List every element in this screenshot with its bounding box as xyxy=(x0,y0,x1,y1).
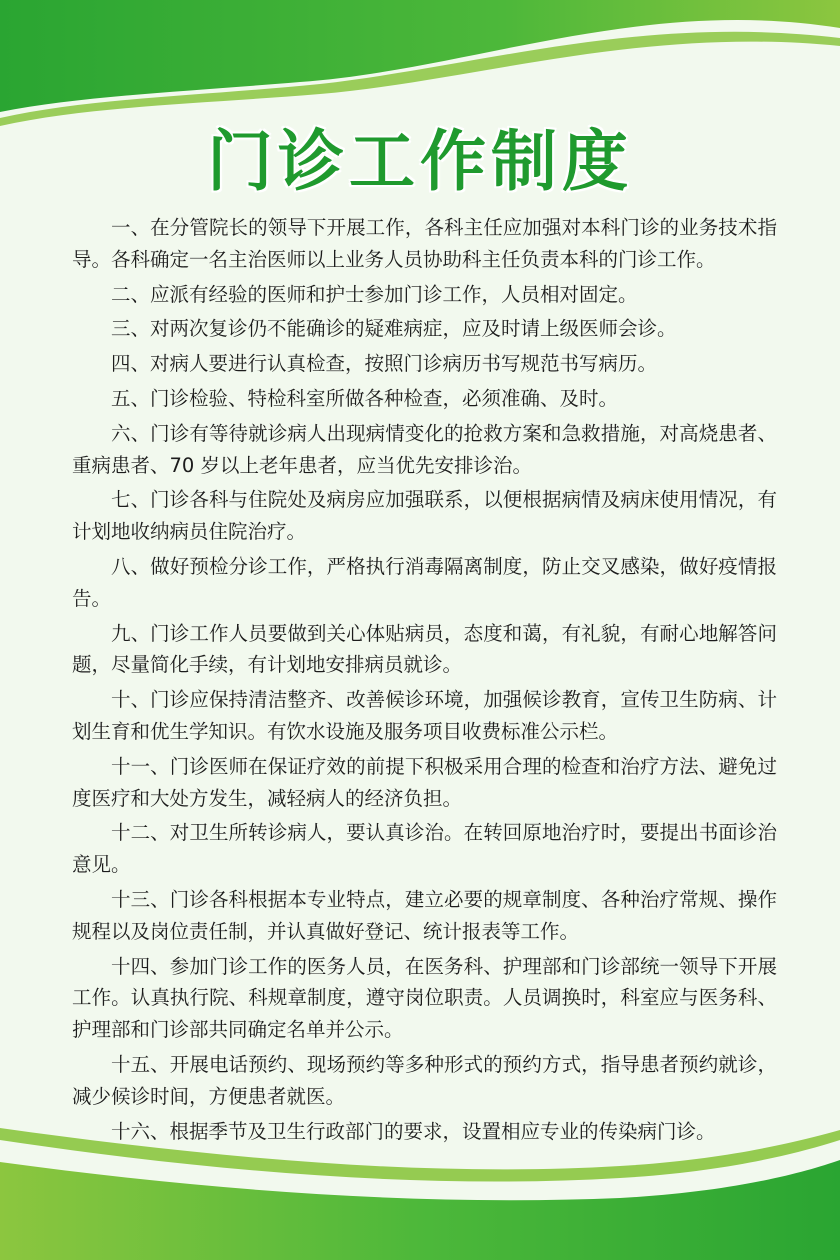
regulation-item-1: 一、在分管院长的领导下开展工作，各科主任应加强对本科门诊的业务技术指导。各科确定一名主治医师以上业务人员协助科主任负责本科的门诊工作。 xyxy=(72,216,777,271)
regulation-item-16: 十六、根据季节及卫生行政部门的要求，设置相应专业的传染病门诊。 xyxy=(111,1119,716,1143)
regulation-item-14: 十四、参加门诊工作的医务人员，在医务科、护理部和门诊部统一领导下开展工作。认真执行院、科规章制度，遵守岗位职责。人员调换时，科室应与医务科、护理部和门诊部共同确定名单并公示。 xyxy=(72,954,777,1042)
regulation-item-5: 五、门诊检验、特检科室所做各种检查，必须准确、及时。 xyxy=(111,386,619,410)
regulation-item-3: 三、对两次复诊仍不能确诊的疑难病症，应及时请上级医师会诊。 xyxy=(111,317,677,341)
regulation-item-6: 六、门诊有等待就诊病人出现病情变化的抢救方案和急救措施，对高烧患者、重病患者、70 岁以上老年患者，应当优先安排诊治。 xyxy=(72,421,777,477)
regulation-item-9: 九、门诊工作人员要做到关心体贴病员，态度和蔼，有礼貌，有耐心地解答问题，尽量简化手续，有计划地安排病员就诊。 xyxy=(72,621,777,677)
regulation-item-4: 四、对病人要进行认真检查，按照门诊病历书写规范书写病历。 xyxy=(111,352,658,376)
regulation-item-12: 十二、对卫生所转诊病人，要认真诊治。在转回原地治疗时，要提出书面诊治意见。 xyxy=(72,821,777,877)
regulation-item-10: 十、门诊应保持清洁整齐、改善候诊环境，加强候诊教育，宣传卫生防病、计划生育和优生学知识。有饮水设施及服务项目收费标准公示栏。 xyxy=(72,688,777,743)
regulation-list xyxy=(72,212,777,1150)
regulation-item-8: 八、做好预检分诊工作，严格执行消毒隔离制度，防止交叉感染，做好疫情报告。 xyxy=(72,554,777,610)
regulation-item-7: 七、门诊各科与住院处及病房应加强联系，以便根据病情及病床使用情况，有计划地收纳病员住院治疗。 xyxy=(72,488,777,544)
page-title: 门诊工作制度 xyxy=(207,123,633,200)
regulation-item-15: 十五、开展电话预约、现场预约等多种形式的预约方式，指导患者预约就诊，减少候诊时间，方便患者就医。 xyxy=(72,1052,777,1108)
regulation-item-2: 二、应派有经验的医师和护士参加门诊工作，人员相对固定。 xyxy=(111,282,638,306)
regulation-item-13: 十三、门诊各科根据本专业特点，建立必要的规章制度、各种治疗常规、操作规程以及岗位责任制，并认真做好登记、统计报表等工作。 xyxy=(72,887,777,943)
regulation-item-11: 十一、门诊医师在保证疗效的前提下积极采用合理的检查和治疗方法、避免过度医疗和大处方发生，减轻病人的经济负担。 xyxy=(72,754,777,810)
